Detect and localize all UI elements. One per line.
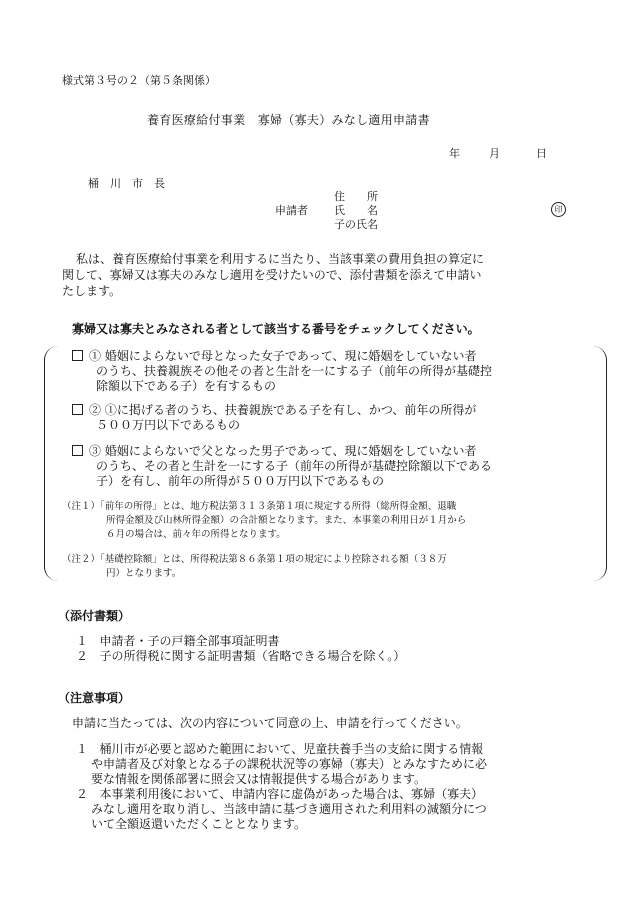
precaution-1-line-2: や申請者及び対象となる子の課税状況等の寡婦（寡夫）とみなすために必 <box>91 757 488 771</box>
option-1-line-2: のうち、扶養親族その他その者と生計を一にする子（前年の所得が基礎控 <box>96 364 493 378</box>
date-month-label: 月 <box>489 147 500 160</box>
option-1-line-3: 除額以下である子）を有するもの <box>96 379 277 393</box>
option-1-line-1: 婚姻によらないで母となった女子であって、現に婚姻をしていない者 <box>104 349 477 363</box>
note-1 <box>62 500 602 542</box>
option-3-number: ③ <box>89 444 102 458</box>
attachment-2-text: 子の所得税に関する証明書類（省略できる場合を除く。） <box>99 649 406 663</box>
option-3 <box>72 444 592 489</box>
note-1-line-2: 所得金額及び山林所得金額）の合計額となります。また、本事業の利用日が１月から <box>106 515 467 526</box>
option-3-line-1: 婚姻によらないで父となった男子であって、現に婚姻をしていない者 <box>104 444 477 458</box>
option-3-checkbox[interactable] <box>72 445 83 456</box>
date-year-label: 年 <box>449 147 460 160</box>
name-label: 氏 名 <box>334 204 378 217</box>
intro-line-1: 私は、養育医療給付事業を利用するに当たり、当該事業の費用負担の算定に <box>76 252 485 266</box>
precaution-1 <box>76 742 487 787</box>
precaution-2 <box>76 787 487 832</box>
note-2-label: （注２） <box>62 554 101 565</box>
option-1-checkbox[interactable] <box>72 350 83 361</box>
note-2-line-1: 「基礎控除額」とは、所得税法第８６条第１項の規定により控除される額（３８万 <box>100 554 447 565</box>
attachments-heading: （添付書類） <box>58 609 131 623</box>
note-1-label: （注１） <box>62 501 101 512</box>
option-2-checkbox[interactable] <box>72 404 83 415</box>
form-number: 様式第３号の２（第５条関係） <box>62 74 216 87</box>
note-2 <box>62 553 602 581</box>
attachment-1-number: １ <box>76 634 89 648</box>
intro-line-3: たします。 <box>62 284 122 298</box>
note-2-line-2: 円）となります。 <box>106 568 182 579</box>
option-2-line-2: ５００万円以下であるもの <box>96 418 241 432</box>
option-2-line-1: ①に掲げる者のうち、扶養親族である子を有し、かつ、前年の所得が <box>104 403 477 417</box>
option-2-number: ② <box>89 403 102 417</box>
attachment-2 <box>76 648 405 664</box>
precaution-2-number: ２ <box>76 787 89 801</box>
attachment-1 <box>76 633 279 649</box>
precaution-1-line-3: 要な情報を関係部署に照会又は情報提供する場合があります。 <box>91 772 427 786</box>
date-day-label: 日 <box>536 147 547 160</box>
attachment-2-number: ２ <box>76 649 89 663</box>
address-label: 住 所 <box>334 190 378 203</box>
precautions-lead: 申請に当たっては、次の内容について同意の上、申請を行ってください。 <box>72 716 468 730</box>
applicant-label: 申請者 <box>275 204 308 217</box>
precaution-2-line-3: いて全額返還いただくこととなります。 <box>91 817 307 831</box>
precaution-1-line-1: 桶川市が必要と認めた範囲において、児童扶養手当の支給に関する情報 <box>99 742 484 756</box>
seal-mark: 印 <box>551 202 566 217</box>
child-name-label: 子の氏名 <box>334 218 378 231</box>
precaution-2-line-1: 本事業利用後において、申請内容に虚偽があった場合は、寡婦（寡夫） <box>99 787 484 801</box>
option-3-line-2: のうち、その者と生計を一にする子（前年の所得が基礎控除額以下である <box>96 459 493 473</box>
note-1-line-3: ６月の場合は、前々年の所得となります。 <box>106 529 286 540</box>
attachment-1-text: 申請者・子の戸籍全部事項証明書 <box>99 634 280 648</box>
precautions-heading: （注意事項） <box>58 691 131 705</box>
note-1-line-1: 「前年の所得」とは、地方税法第３１３条第１項に規定する所得（総所得金額、退職 <box>100 501 457 512</box>
addressee: 桶 川 市 長 <box>88 177 165 190</box>
option-1 <box>72 349 592 394</box>
option-2 <box>72 403 592 433</box>
checklist-heading: 寡婦又は寡夫とみなされる者として該当する番号をチェックしてください。 <box>72 322 480 336</box>
intro-line-2: 関して、寡婦又は寡夫のみなし適用を受けたいので、添付書類を添えて申請い <box>62 268 482 282</box>
page-title: 養育医療給付事業 寡婦（寡夫）みなし適用申請書 <box>147 113 430 127</box>
option-1-number: ① <box>89 349 102 363</box>
precaution-2-line-2: みなし適用を取り消し、当該申請に基づき適用された利用料の減額分につ <box>91 802 487 816</box>
option-3-line-3: 子）を有し、前年の所得が５００万円以下であるもの <box>96 474 385 488</box>
precaution-1-number: １ <box>76 742 89 756</box>
